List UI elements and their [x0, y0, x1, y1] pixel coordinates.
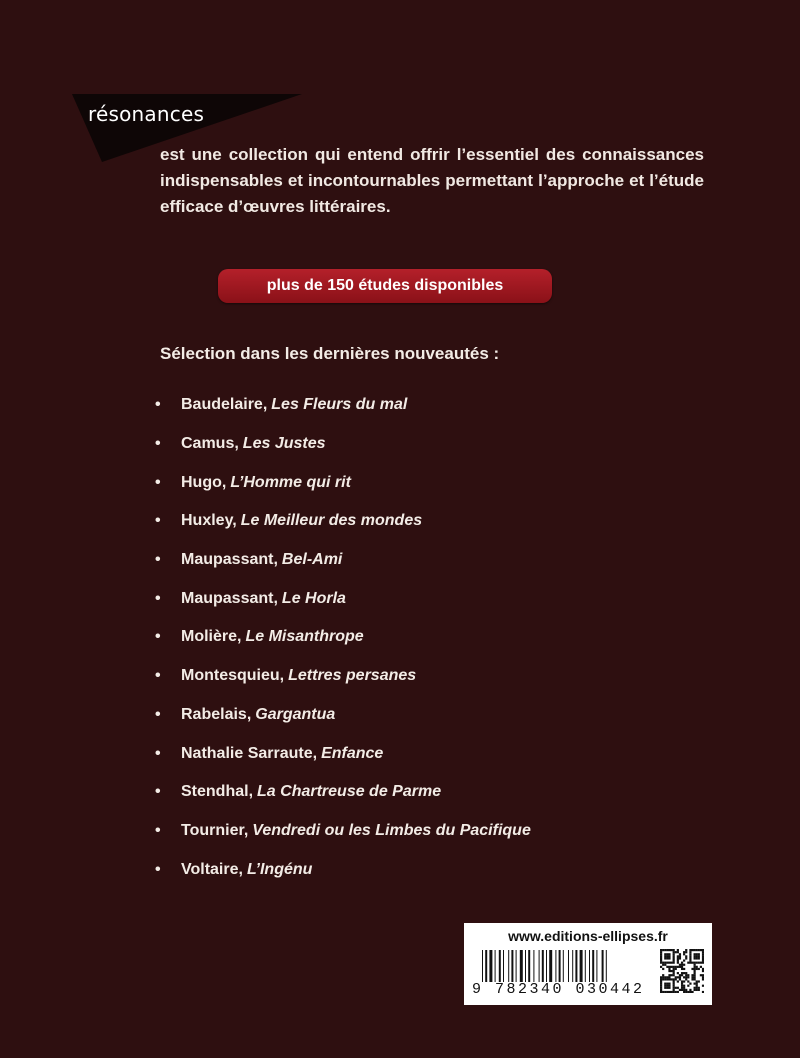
bullet-icon: • — [155, 589, 161, 607]
title-list — [155, 386, 531, 889]
list-item — [155, 734, 531, 773]
list-item — [155, 386, 531, 425]
list-item — [155, 618, 531, 657]
work-title: Le Horla — [281, 589, 346, 607]
bullet-icon: • — [155, 435, 161, 453]
bullet-icon: • — [155, 667, 161, 685]
work-title: L’Ingénu — [246, 860, 313, 878]
barcode-box — [464, 923, 712, 1005]
author: Nathalie Sarraute, — [181, 744, 318, 762]
barcode-icon — [482, 950, 652, 982]
work-title: Bel-Ami — [281, 551, 343, 569]
author: Maupassant, — [181, 589, 278, 607]
work-title: Les Justes — [242, 435, 326, 453]
work-title: Lettres persanes — [288, 667, 417, 685]
list-item — [155, 657, 531, 696]
collection-description: est une collection qui entend offrir l’essentiel des connaissances indispensables et incontournables permettant l’approche et l’étude efficace d’œuvres littéraires. — [160, 145, 704, 216]
bullet-icon: • — [155, 821, 161, 839]
list-item — [155, 812, 531, 851]
bullet-icon: • — [155, 628, 161, 646]
list-item — [155, 773, 531, 812]
bullet-icon: • — [155, 783, 161, 801]
list-item — [155, 541, 531, 580]
author: Maupassant, — [181, 551, 278, 569]
list-item — [155, 579, 531, 618]
work-title: Gargantua — [255, 705, 336, 723]
author: Montesquieu, — [181, 667, 285, 685]
qr-code-icon — [660, 949, 704, 993]
author: Rabelais, — [181, 705, 252, 723]
author: Voltaire, — [181, 860, 243, 878]
list-item — [155, 850, 531, 889]
author: Huxley, — [181, 512, 237, 530]
author: Stendhal, — [181, 783, 254, 801]
bullet-icon: • — [155, 705, 161, 723]
badge-label: plus de 150 études disponibles — [266, 277, 504, 294]
author: Molière, — [181, 628, 242, 646]
bullet-icon: • — [155, 512, 161, 530]
work-title: Le Meilleur des mondes — [240, 512, 423, 530]
work-title: L’Homme qui rit — [230, 473, 351, 491]
author: Hugo, — [181, 473, 227, 491]
list-item — [155, 463, 531, 502]
list-item — [155, 502, 531, 541]
collection-name: résonances — [88, 102, 205, 126]
isbn-number: 9 782340 030442 — [472, 981, 645, 998]
list-item — [155, 425, 531, 464]
bullet-icon: • — [155, 551, 161, 569]
bullet-icon: • — [155, 744, 161, 762]
publisher-url: www.editions-ellipses.fr — [508, 928, 668, 944]
work-title: Le Misanthrope — [245, 628, 364, 646]
bullet-icon: • — [155, 396, 161, 414]
bullet-icon: • — [155, 473, 161, 491]
author: Camus, — [181, 435, 239, 453]
author: Baudelaire, — [181, 396, 268, 414]
selection-heading: Sélection dans les dernières nouveautés : — [160, 344, 500, 363]
author: Tournier, — [181, 821, 249, 839]
studies-available-badge — [218, 269, 552, 303]
work-title: Vendredi ou les Limbes du Pacifique — [252, 821, 531, 839]
list-item — [155, 696, 531, 735]
work-title: Enfance — [321, 744, 384, 762]
work-title: Les Fleurs du mal — [271, 396, 408, 414]
work-title: La Chartreuse de Parme — [257, 783, 442, 801]
bullet-icon: • — [155, 860, 161, 878]
